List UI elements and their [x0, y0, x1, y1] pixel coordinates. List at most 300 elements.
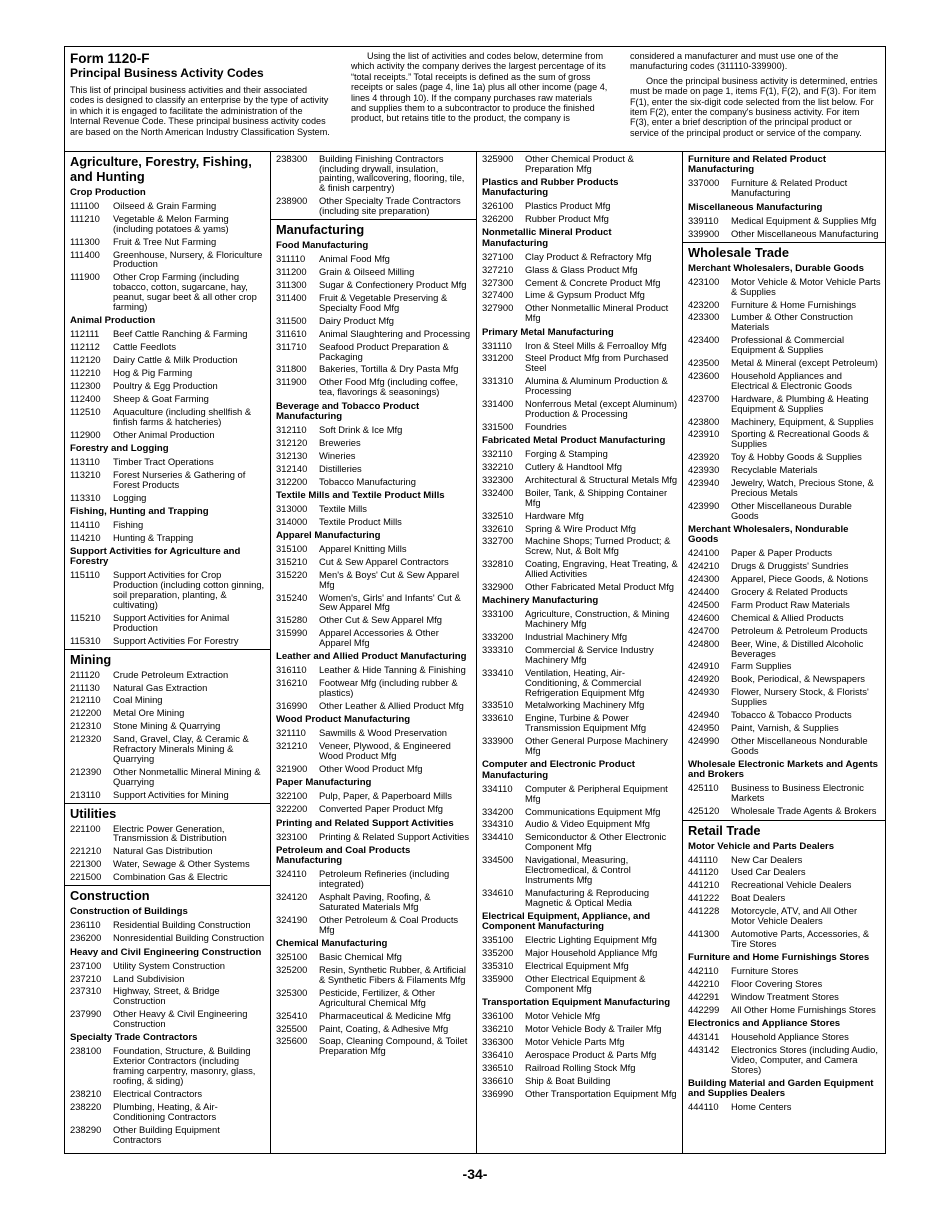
activity-code: 238100	[70, 1045, 102, 1057]
activity-code-row	[70, 668, 266, 681]
activity-description: Semiconductor & Other Electronic Component Mfg	[525, 831, 667, 853]
activity-description: Window Treatment Stores	[731, 990, 839, 1002]
activity-description: Iron & Steel Mills & Ferroalloy Mfg	[525, 339, 667, 351]
activity-description: Natural Gas Distribution	[113, 845, 213, 857]
activity-description: Sugar & Confectionery Product Mfg	[319, 279, 467, 291]
activity-code-row	[482, 1023, 678, 1036]
activity-code-row	[276, 1009, 472, 1022]
activity-description: Jewelry, Watch, Precious Stone, & Precious Metals	[731, 477, 874, 498]
activity-code: 423800	[688, 415, 720, 427]
activity-code: 333310	[482, 643, 514, 655]
activity-description: Household Appliances and Electrical & Electronic Goods	[731, 369, 852, 391]
activity-description: Other Wood Product Mfg	[319, 763, 423, 775]
activity-description: Communications Equipment Mfg	[525, 805, 661, 817]
activity-code: 324190	[276, 913, 308, 925]
activity-description: Pulp, Paper, & Paperboard Mills	[319, 790, 452, 802]
subsection-heading: Paper Manufacturing	[276, 777, 372, 789]
activity-code: 441210	[688, 879, 720, 891]
activity-description: Land Subdivision	[113, 972, 185, 984]
activity-description: Sporting & Recreational Goods & Supplies	[731, 428, 870, 450]
activity-code-row	[276, 627, 472, 650]
activity-description: Other Chemical Product & Preparation Mfg	[525, 152, 634, 174]
activity-code: 312120	[276, 436, 308, 448]
activity-description: Drugs & Druggists' Sundries	[731, 560, 849, 572]
activity-code: 323100	[276, 830, 308, 842]
activity-code-row	[276, 700, 472, 713]
activity-description: Coating, Engraving, Heat Treating, & Allied Activities	[525, 558, 678, 580]
activity-code-row	[688, 673, 881, 686]
activity-description: Electric Lighting Equipment Mfg	[525, 934, 657, 946]
activity-description: Combination Gas & Electric	[113, 871, 228, 883]
activity-code-row	[70, 1123, 266, 1146]
activity-code: 332400	[482, 486, 514, 498]
activity-code: 111900	[70, 271, 100, 283]
activity-code-row	[70, 1045, 266, 1088]
activity-code: 443141	[688, 1031, 720, 1043]
subsection-heading: Chemical Manufacturing	[276, 938, 388, 950]
activity-code: 237100	[70, 959, 102, 971]
activity-code-row	[482, 1074, 678, 1087]
activity-code: 221300	[70, 858, 102, 870]
header-column-2	[351, 51, 609, 124]
subsection-heading: Transportation Equipment Manufacturing	[482, 997, 671, 1009]
activity-code-row	[688, 598, 881, 611]
activity-description: Logging	[113, 491, 147, 503]
activity-code: 112300	[70, 379, 101, 391]
activity-description: Animal Slaughtering and Processing	[319, 327, 471, 339]
activity-description: Support Activities for Animal Production	[113, 612, 230, 633]
activity-description: Nonresidential Building Construction	[113, 932, 265, 944]
activity-code: 441120	[688, 866, 719, 878]
activity-code-row	[688, 1101, 881, 1114]
activity-description: Paper & Paper Products	[731, 547, 833, 559]
activity-code-row	[482, 200, 678, 213]
activity-code-row	[276, 614, 472, 627]
subsection-heading: Merchant Wholesalers, Nondurable Goods	[688, 524, 849, 546]
subsection-heading: Crop Production	[70, 187, 146, 198]
activity-code-row	[688, 428, 881, 451]
activity-description: Oilseed & Grain Farming	[113, 200, 217, 211]
activity-description: Recyclable Materials	[731, 464, 818, 476]
activity-code: 325410	[276, 1009, 308, 1021]
activity-code-row	[276, 502, 472, 515]
activity-description: Other Fabricated Metal Product Mfg	[525, 580, 675, 592]
activity-code: 238210	[70, 1088, 102, 1099]
activity-code-row	[688, 782, 881, 805]
activity-code-row	[70, 235, 266, 248]
activity-code: 322200	[276, 803, 308, 815]
activity-code-row	[688, 965, 881, 978]
activity-description: Paint, Coating, & Adhesive Mfg	[319, 1022, 449, 1034]
activity-code-row	[70, 720, 266, 733]
header	[65, 47, 885, 152]
activity-code-row	[688, 275, 881, 298]
activity-code-row	[70, 518, 266, 531]
activity-code-row	[688, 686, 881, 709]
activity-code: 111210	[70, 212, 100, 224]
activity-code: 312110	[276, 423, 307, 435]
activity-description: Other Leather & Allied Product Mfg	[319, 700, 464, 712]
code-column-1	[65, 151, 270, 1153]
activity-code: 311200	[276, 266, 307, 278]
activity-code: 423920	[688, 451, 720, 463]
activity-description: Electrical Equipment Mfg	[525, 960, 629, 972]
activity-code: 113310	[70, 491, 101, 503]
activity-code-row	[276, 591, 472, 614]
intro-paragraph: This list of principal business activities and their associated codes is designed to classify an enterprise by the type of activity in which it is engaged to facilitate the administration of the Internal Revenue Code. These principal business activity codes are based on the North American Industry Classification System.	[70, 85, 330, 137]
activity-description: Cut & Sew Apparel Contractors	[319, 555, 449, 567]
activity-code-row	[482, 558, 678, 581]
activity-code-row	[276, 542, 472, 555]
activity-code: 325100	[276, 951, 308, 963]
activity-description: Basic Chemical Mfg	[319, 951, 402, 963]
activity-description: Manufacturing & Reproducing Magnetic & Optical Media	[525, 886, 650, 908]
activity-code-row	[70, 354, 266, 367]
activity-code-row	[482, 947, 678, 960]
activity-code: 444110	[688, 1101, 719, 1113]
activity-description: Aquaculture (including shellfish & finfish farms & hatcheries)	[113, 405, 252, 427]
activity-description: Industrial Machinery Mfg	[525, 631, 628, 643]
activity-code: 213110	[70, 788, 101, 800]
activity-description: Plastics Product Mfg	[525, 200, 611, 212]
activity-description: Steel Product Mfg from Purchased Steel	[525, 352, 669, 374]
activity-description: Cutlery & Handtool Mfg	[525, 461, 622, 473]
activity-code: 327300	[482, 276, 514, 288]
activity-code: 423400	[688, 334, 720, 346]
activity-code: 212320	[70, 733, 102, 745]
activity-code: 424950	[688, 721, 720, 733]
activity-code: 311110	[276, 253, 306, 265]
activity-code: 325900	[482, 152, 514, 164]
activity-code: 424210	[688, 560, 720, 572]
activity-code: 113210	[70, 468, 101, 480]
activity-code: 333610	[482, 712, 514, 724]
subsection-heading: Motor Vehicle and Parts Dealers	[688, 840, 835, 852]
activity-code-row	[482, 509, 678, 522]
activity-code: 311300	[276, 279, 307, 291]
activity-code-row	[688, 560, 881, 573]
activity-code: 314000	[276, 515, 308, 527]
activity-code: 112120	[70, 354, 101, 366]
activity-code-row	[276, 1022, 472, 1035]
activity-code-row	[688, 214, 881, 227]
activity-code-row	[276, 963, 472, 986]
activity-description: Major Household Appliance Mfg	[525, 947, 658, 959]
activity-description: Grain & Oilseed Milling	[319, 266, 415, 278]
activity-description: Other General Purpose Machinery Mfg	[525, 735, 668, 757]
activity-code-row	[482, 522, 678, 535]
activity-description: Machine Shops; Turned Product; & Screw, Nut, & Bolt Mfg	[525, 535, 671, 557]
activity-code-row	[70, 1008, 266, 1031]
activity-code: 324110	[276, 868, 307, 880]
activity-code-row	[688, 927, 881, 950]
activity-code: 334500	[482, 854, 514, 866]
activity-code: 212110	[70, 694, 101, 706]
activity-code: 331310	[482, 375, 514, 387]
activity-code: 335310	[482, 960, 514, 972]
activity-code: 113110	[70, 455, 100, 467]
activity-code-row	[70, 1100, 266, 1123]
activity-code-row	[482, 666, 678, 699]
section-heading: Construction	[65, 885, 270, 904]
activity-code-row	[276, 475, 472, 488]
activity-description: Other Building Equipment Contractors	[113, 1123, 220, 1145]
activity-code-row	[482, 805, 678, 818]
activity-code-row	[688, 586, 881, 599]
subsection-heading: Wholesale Electronic Markets and Agents and Brokers	[688, 759, 878, 781]
activity-code-row	[688, 866, 881, 879]
activity-code-row	[688, 298, 881, 311]
activity-code: 335100	[482, 934, 514, 946]
activity-code: 332300	[482, 473, 514, 485]
activity-code-row	[276, 913, 472, 936]
activity-description: Footwear Mfg (including rubber & plastics)	[319, 677, 458, 699]
activity-description: Book, Periodical, & Newspapers	[731, 673, 865, 685]
activity-code: 311800	[276, 363, 307, 375]
activity-description: Dairy Product Mfg	[319, 314, 395, 326]
activity-description: Petroleum Refineries (including integrated)	[319, 868, 450, 890]
activity-code-row	[70, 858, 266, 871]
activity-code: 424940	[688, 709, 720, 721]
code-column-3	[476, 151, 682, 1153]
activity-description: Grocery & Related Products	[731, 586, 848, 598]
activity-code: 111400	[70, 248, 100, 260]
activity-description: Hardware, & Plumbing & Heating Equipment & Supplies	[731, 392, 869, 414]
activity-code: 237990	[70, 1008, 102, 1020]
activity-code-row	[276, 986, 472, 1009]
activity-description: Machinery, Equipment, & Supplies	[731, 415, 874, 427]
activity-description: Motor Vehicle Body & Trailer Mfg	[525, 1023, 662, 1035]
activity-description: Foundries	[525, 420, 567, 432]
activity-code: 238900	[276, 195, 308, 207]
activity-code-row	[70, 634, 266, 647]
activity-code-row	[688, 853, 881, 866]
activity-description: Leather & Hide Tanning & Finishing	[319, 664, 466, 676]
activity-description: Animal Food Mfg	[319, 253, 390, 265]
subsection-heading: Miscellaneous Manufacturing	[688, 201, 823, 213]
activity-code-row	[276, 340, 472, 363]
activity-code-row	[688, 573, 881, 586]
activity-code-row	[688, 977, 881, 990]
activity-description: Other Miscellaneous Nondurable Goods	[731, 734, 868, 756]
activity-description: Other Cut & Sew Apparel Mfg	[319, 614, 442, 626]
activity-code-row	[276, 291, 472, 314]
activity-code: 334310	[482, 818, 514, 830]
activity-code-row	[276, 152, 472, 195]
activity-code-row	[482, 643, 678, 666]
activity-code-row	[70, 328, 266, 341]
activity-code-row	[276, 449, 472, 462]
activity-code: 114210	[70, 531, 101, 543]
activity-code: 424930	[688, 686, 720, 698]
subsection-heading: Building Material and Garden Equipment and Supplies Dealers	[688, 1078, 874, 1100]
activity-code: 311710	[276, 340, 307, 352]
activity-code: 112210	[70, 367, 101, 379]
subsection-heading: Merchant Wholesalers, Durable Goods	[688, 262, 864, 274]
page-number: -34-	[462, 1166, 488, 1182]
activity-code: 424920	[688, 673, 720, 685]
activity-description: New Car Dealers	[731, 853, 803, 865]
activity-code-row	[482, 289, 678, 302]
activity-code: 237210	[70, 972, 102, 984]
activity-description: Resin, Synthetic Rubber, & Artificial & Synthetic Fibers & Filaments Mfg	[319, 964, 466, 985]
activity-code: 112112	[70, 341, 100, 353]
activity-code: 212310	[70, 720, 102, 732]
activity-description: Aerospace Product & Parts Mfg	[525, 1049, 657, 1060]
activity-description: Other Nonmetallic Mineral Mining & Quarrying	[113, 765, 261, 787]
activity-code-row	[482, 608, 678, 631]
activity-code-row	[70, 455, 266, 468]
activity-code-row	[70, 271, 266, 314]
activity-code: 315210	[276, 555, 308, 567]
activity-code: 423100	[688, 275, 720, 287]
activity-description: Tobacco Manufacturing	[319, 475, 416, 487]
activity-code-row	[688, 892, 881, 905]
activity-description: Spring & Wire Product Mfg	[525, 522, 636, 534]
activity-code-row	[70, 405, 266, 428]
activity-code-row	[482, 699, 678, 712]
activity-description: Medical Equipment & Supplies Mfg	[731, 214, 877, 226]
activity-description: Wholesale Trade Agents & Brokers	[731, 805, 877, 817]
activity-code: 321900	[276, 763, 308, 775]
activity-code-row	[276, 266, 472, 279]
activity-code: 332510	[482, 509, 514, 521]
activity-code-row	[276, 790, 472, 803]
activity-code: 221100	[70, 822, 101, 834]
activity-description: Household Appliance Stores	[731, 1031, 849, 1043]
activity-code: 111100	[70, 200, 100, 211]
activity-code: 236110	[70, 919, 101, 931]
activity-code-row	[688, 476, 881, 499]
activity-code-row	[688, 311, 881, 334]
activity-code: 332900	[482, 580, 514, 592]
activity-description: Seafood Product Preparation & Packaging	[319, 340, 449, 362]
activity-code-row	[482, 486, 678, 509]
activity-code: 325600	[276, 1035, 308, 1047]
instructions-paragraph-1: Using the list of activities and codes below, determine from which activity the company derives the largest percentage of its “total receipts.” Total receipts is defined as the sum of gross receipts or sales (page 4, line 1a) plus all other income (page 4, lines 4 through 10). If the company purchases raw materials and supplies them to a subcontractor to produce the finished product, but retains title to the product, the company is	[351, 51, 608, 124]
activity-description: Metal & Mineral (except Petroleum)	[731, 357, 878, 369]
activity-code: 423300	[688, 311, 720, 323]
activity-code: 312140	[276, 462, 308, 474]
activity-code: 221500	[70, 871, 102, 883]
activity-description: Breweries	[319, 436, 361, 448]
subsection-heading: Food Manufacturing	[276, 240, 369, 252]
activity-code-row	[688, 369, 881, 392]
activity-code: 238220	[70, 1100, 102, 1112]
activity-description: Navigational, Measuring, Electromedical, & Control Instruments Mfg	[525, 854, 631, 885]
activity-description: Greenhouse, Nursery, & Floriculture Production	[113, 248, 263, 270]
activity-description: Building Finishing Contractors (including drywall, insulation, painting, wallcovering, flooring, tile, & finish carpentry)	[319, 152, 465, 194]
activity-code: 321210	[276, 740, 308, 752]
activity-code-row	[482, 213, 678, 226]
activity-description: Support Activities for Crop Production (including cotton ginning, soil preparation, planting, & cultivating)	[113, 569, 265, 611]
activity-code-row	[482, 831, 678, 854]
activity-code-row	[482, 1087, 678, 1100]
activity-description: Agriculture, Construction, & Mining Machinery Mfg	[525, 608, 670, 630]
activity-description: Floor Covering Stores	[731, 977, 823, 989]
subsection-heading: Fishing, Hunting and Trapping	[70, 505, 209, 517]
activity-code-row	[482, 302, 678, 325]
activity-code: 238290	[70, 1123, 102, 1135]
activity-description: Soap, Cleaning Compound, & Toilet Preparation Mfg	[319, 1035, 468, 1057]
activity-code: 336100	[482, 1010, 514, 1022]
activity-code: 327400	[482, 289, 514, 301]
activity-code: 339110	[688, 214, 719, 226]
activity-code: 335200	[482, 947, 514, 959]
activity-description: Computer & Peripheral Equipment Mfg	[525, 782, 668, 804]
activity-code-row	[276, 1035, 472, 1058]
activity-code: 423500	[688, 357, 720, 369]
activity-code: 334410	[482, 831, 514, 843]
activity-code-row	[276, 664, 472, 677]
activity-code: 334110	[482, 782, 513, 794]
activity-code-row	[688, 1043, 881, 1076]
activity-code-row	[70, 694, 266, 707]
subsection-heading: Support Activities for Agriculture and Forestry	[70, 546, 241, 568]
activity-code-row	[70, 1087, 266, 1100]
activity-description: Glass & Glass Product Mfg	[525, 263, 638, 275]
activity-code-row	[688, 660, 881, 673]
activity-code-row	[276, 515, 472, 528]
activity-code: 327900	[482, 302, 514, 314]
subsection-heading: Apparel Manufacturing	[276, 530, 381, 541]
activity-description: Other Electrical Equipment & Component Mfg	[525, 973, 646, 995]
activity-code: 423910	[688, 428, 720, 440]
subsection-heading: Electronics and Appliance Stores	[688, 1018, 841, 1030]
activity-code-row	[482, 473, 678, 486]
activity-code: 441110	[688, 853, 718, 865]
activity-description: Fruit & Vegetable Preserving & Specialty Food Mfg	[319, 292, 448, 313]
subsection-heading: Beverage and Tobacco Product Manufacturing	[276, 400, 420, 422]
activity-code: 325500	[276, 1022, 308, 1034]
activity-code-row	[70, 932, 266, 945]
activity-code-row	[70, 392, 266, 405]
activity-description: Metal Ore Mining	[113, 707, 185, 719]
activity-code: 336510	[482, 1061, 514, 1073]
activity-code: 311400	[276, 292, 307, 304]
activity-description: Pesticide, Fertilizer, & Other Agricultural Chemical Mfg	[319, 986, 436, 1008]
activity-code: 324120	[276, 891, 308, 903]
activity-code-row	[276, 462, 472, 475]
activity-description: Hardware Mfg	[525, 509, 584, 521]
activity-description: Motor Vehicle & Motor Vehicle Parts & Supplies	[731, 275, 881, 297]
subsection-heading: Furniture and Home Furnishings Stores	[688, 952, 870, 964]
activity-code-row	[482, 152, 678, 175]
activity-code-row	[70, 845, 266, 858]
activity-code: 339900	[688, 227, 720, 239]
activity-description: Apparel Accessories & Other Apparel Mfg	[319, 627, 439, 649]
section-heading: Manufacturing	[271, 219, 476, 238]
activity-description: Farm Product Raw Materials	[731, 599, 850, 610]
activity-code: 424400	[688, 586, 720, 598]
activity-code-row	[70, 972, 266, 985]
activity-code: 212390	[70, 765, 102, 777]
activity-code-row	[70, 491, 266, 504]
activity-code-row	[276, 830, 472, 843]
activity-description: Electronics Stores (including Audio, Video, Computer, and Camera Stores)	[731, 1043, 878, 1075]
activity-description: Cattle Feedlots	[113, 341, 177, 353]
activity-description: Vegetable & Melon Farming (including potatoes & yams)	[113, 212, 229, 234]
activity-description: Furniture Stores	[731, 965, 799, 977]
activity-code-row	[688, 547, 881, 560]
activity-code-row	[70, 985, 266, 1008]
activity-description: Forest Nurseries & Gathering of Forest Products	[113, 468, 246, 490]
activity-code: 211120	[70, 668, 100, 680]
activity-description: Ship & Boat Building	[525, 1074, 611, 1086]
activity-description: Toy & Hobby Goods & Supplies	[731, 451, 862, 463]
activity-code: 336990	[482, 1087, 514, 1099]
activity-code-row	[276, 677, 472, 700]
